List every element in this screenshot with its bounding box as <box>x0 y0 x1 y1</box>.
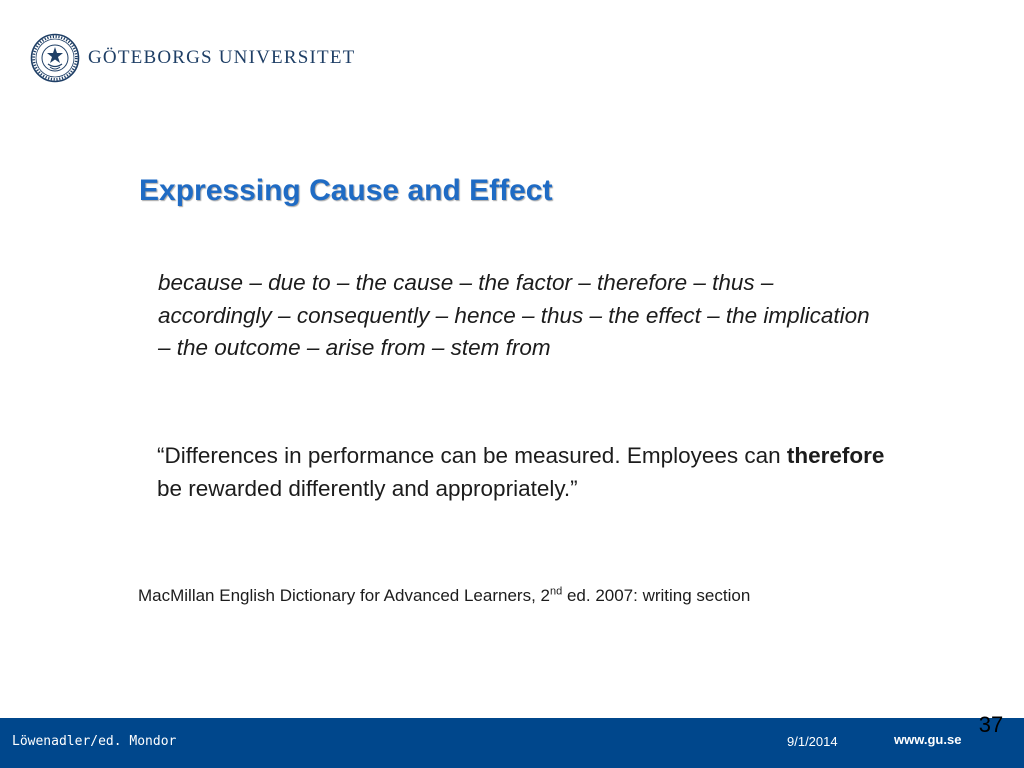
source-citation <box>138 586 750 606</box>
university-seal-icon <box>30 33 80 83</box>
footer-url: www.gu.se <box>894 732 962 747</box>
footer-author: Löwenadler/ed. Mondor <box>12 734 177 749</box>
source-text-start: MacMillan English Dictionary for Advanced Learners, 2 <box>138 586 550 605</box>
slide-title: Expressing Cause and Effect <box>139 174 553 207</box>
university-name: GÖTEBORGS UNIVERSITET <box>88 47 356 68</box>
quote-text-start: “Differences in performance can be measured. Employees can <box>157 443 787 468</box>
university-logo <box>30 32 355 84</box>
slide-number: 37 <box>978 712 1004 737</box>
quote-emphasis: therefore <box>786 443 885 468</box>
quote-text-end: be rewarded differently and appropriately.” <box>157 475 578 501</box>
source-text-end: ed. 2007: writing section <box>562 586 751 605</box>
footer-date: 9/1/2014 <box>787 734 838 749</box>
source-superscript: nd <box>549 585 563 598</box>
keyword-list: because – due to – the cause – the factor – therefore – thus – accordingly – consequently – hence – thus – the effect – the implication – the outcome – arise from – stem from <box>158 270 870 360</box>
example-quote <box>157 440 897 505</box>
